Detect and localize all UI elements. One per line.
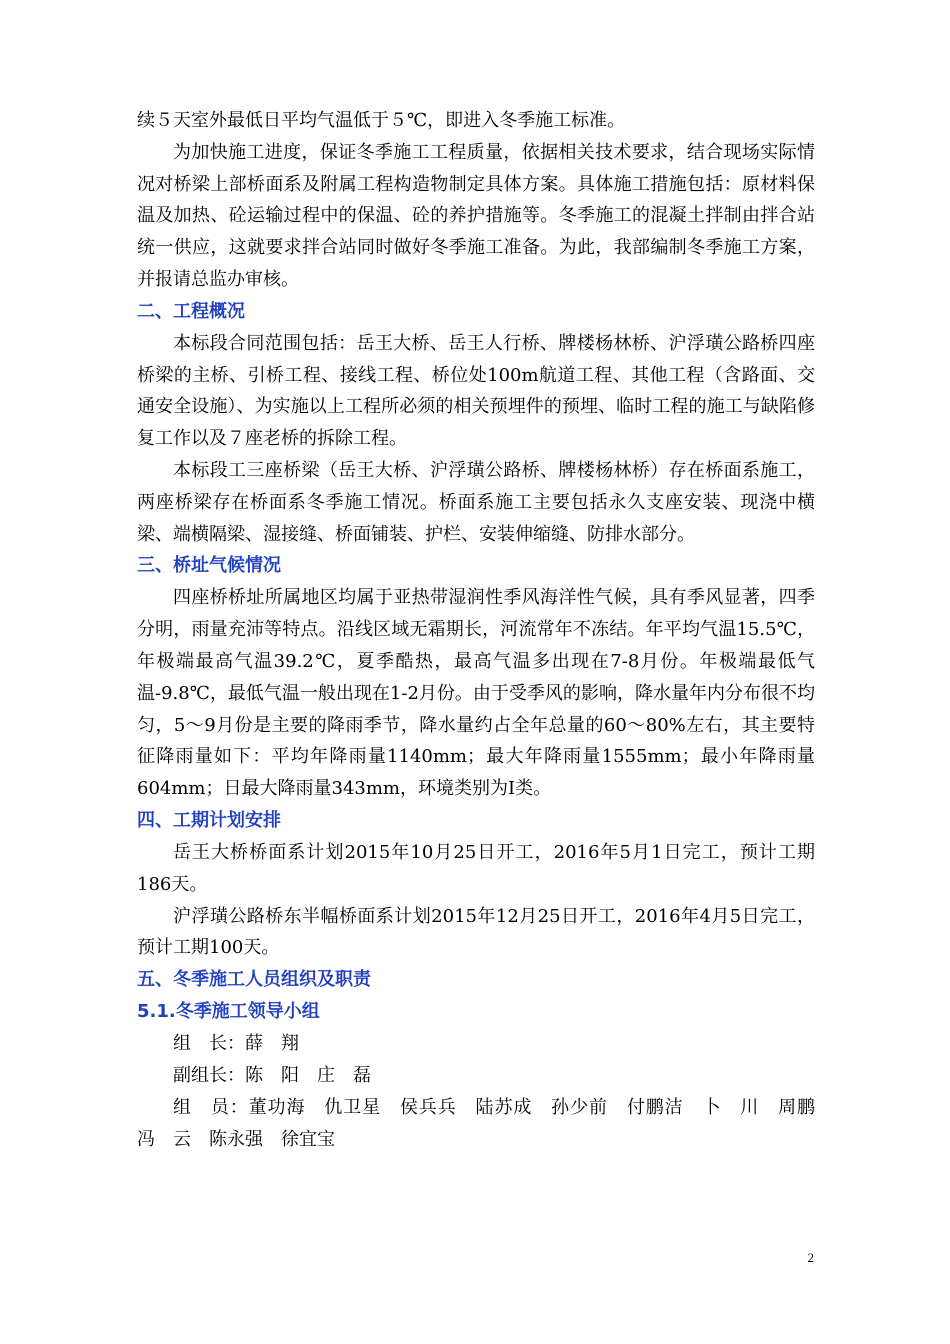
paragraph-winter-standard: 续５天室外最低日平均气温低于５℃，即进入冬季施工标准。 [137,110,626,131]
paragraph-contract-scope: 本标段合同范围包括：岳王大桥、岳王人行桥、牌楼杨林桥、沪浮璜公路桥四座桥梁的主桥、引桥工程、接线工程、桥位处100m航道工程、其他工程（含路面、交通安全设施）、为实施以上工程所必须的相关预埋件的预埋、临时工程的施工与缺陷修复工作以及７座老桥的拆除工程。 [137,332,815,450]
section-heading-climate: 三、桥址气候情况 [137,555,281,577]
paragraph-schedule-yuewang: 岳王大桥桥面系计划2015年10月25日开工，2016年5月1日完工，预计工期186天。 [137,841,815,895]
paragraph-schedule-hufuhuang: 沪浮璜公路桥东半幅桥面系计划2015年12月25日开工，2016年4月5日完工，预计工期100天。 [137,905,815,959]
section-heading-schedule: 四、工期计划安排 [137,809,281,831]
paragraph-deputy-leader: 副组长：陈 阳 庄 磊 [173,1064,371,1086]
section-heading-project-overview: 二、工程概况 [137,300,245,322]
paragraph-team-leader: 组 长：薛 翔 [173,1033,299,1055]
section-heading-organization: 五、冬季施工人员组织及职责 [137,969,371,991]
document-body [137,105,833,1155]
paragraph-winter-plan: 为加快施工进度，保证冬季施工工程质量，依据相关技术要求，结合现场实际情况对桥梁上部桥面系及附属工程构造物制定具体方案。具体施工措施包括：原材料保温及加热、砼运输过程中的保温、砼的养护措施等。冬季施工的混凝土拌制由拌合站统一供应，这就要求拌合站同时做好冬季施工准备。为此，我部编制冬季施工方案，并报请总监办审核。 [137,141,815,290]
paragraph-deck-works: 本标段工三座桥梁（岳王大桥、沪浮璜公路桥、牌楼杨林桥）存在桥面系施工，两座桥梁存在桥面系冬季施工情况。桥面系施工主要包括永久支座安装、现浇中横梁、端横隔梁、湿接缝、桥面铺装、护栏、安装伸缩缝、防排水部分。 [137,459,815,545]
page-number: 2 [807,1250,814,1265]
paragraph-climate: 四座桥桥址所属地区均属于亚热带湿润性季风海洋性气候，具有季风显著，四季分明，雨量充沛等特点。沿线区域无霜期长，河流常年不冻结。年平均气温15.5℃，年极端最高气温39.2℃，夏季酷热，最高气温多出现在7-8月份。年极端最低气温-9.8℃，最低气温一般出现在1-2月份。由于受季风的影响，降水量年内分布很不均匀，5～9月份是主要的降雨季节，降水量约占全年总量的60～80%左右，其主要特征降雨量如下：平均年降雨量1140mm；最大年降雨量1555mm；最小年降雨量604mm；日最大降雨量343mm，环境类别为Ⅰ类。 [137,587,815,800]
subsection-heading-leadership: 5.1.冬季施工领导小组 [137,1001,320,1023]
paragraph-team-members: 组 员：董功海 仇卫星 侯兵兵 陆苏成 孙少前 付鹏洁 卜 川 周鹏 冯 云 陈永强 徐宜宝 [137,1096,833,1150]
